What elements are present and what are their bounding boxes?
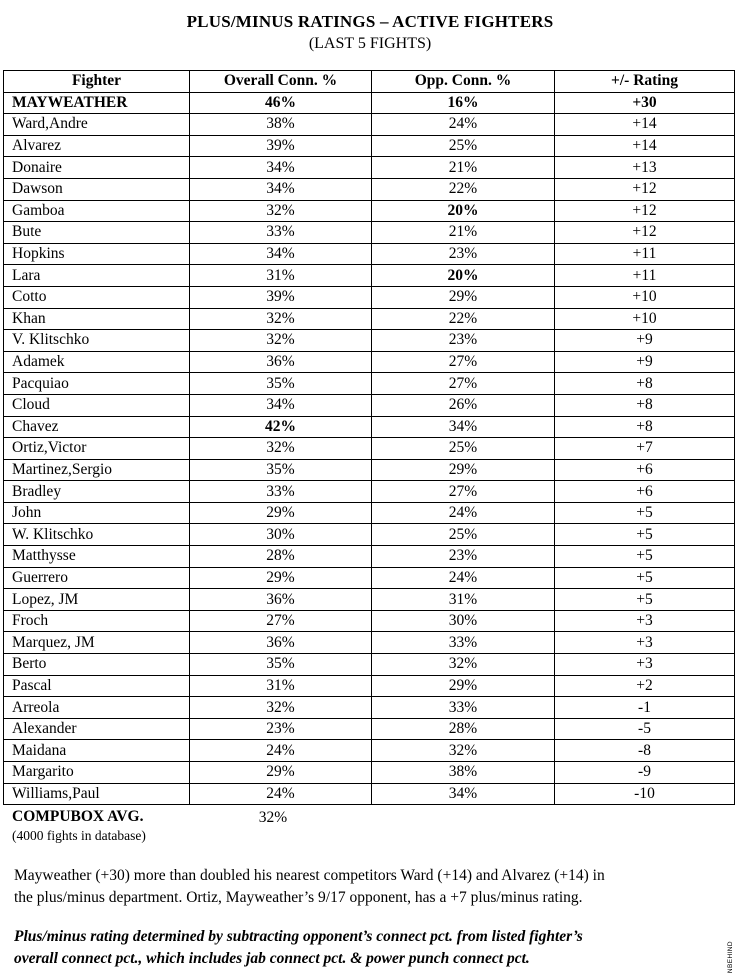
overall-conn-cell: 28%	[190, 546, 372, 568]
table-row	[4, 135, 735, 157]
opp-conn-cell: 23%	[372, 330, 555, 352]
opp-conn-cell: 29%	[372, 675, 555, 697]
overall-conn-cell: 31%	[190, 675, 372, 697]
opp-conn-cell: 27%	[372, 351, 555, 373]
rating-cell: +5	[555, 567, 735, 589]
rating-cell: +30	[555, 92, 735, 114]
rating-cell: -5	[555, 718, 735, 740]
rating-cell: +14	[555, 114, 735, 136]
table-row	[4, 373, 735, 395]
footnote-line: Plus/minus rating determined by subtracting opponent’s connect pct. from listed fighter’s	[14, 928, 583, 945]
summary-line: Mayweather (+30) more than doubled his nearest competitors Ward (+14) and Alvarez (+14) in	[14, 867, 605, 884]
summary-paragraph	[14, 865, 714, 909]
table-row	[4, 92, 735, 114]
rating-cell: +12	[555, 222, 735, 244]
rating-cell: +9	[555, 330, 735, 352]
page-title: PLUS/MINUS RATINGS – ACTIVE FIGHTERS	[186, 12, 554, 31]
table-row	[4, 394, 735, 416]
table-row	[4, 178, 735, 200]
table-row	[4, 610, 735, 632]
table-row	[4, 157, 735, 179]
table-row	[4, 438, 735, 460]
overall-conn-cell: 31%	[190, 265, 372, 287]
table-row	[4, 416, 735, 438]
table-row	[4, 589, 735, 611]
overall-conn-cell: 36%	[190, 632, 372, 654]
rating-cell: +5	[555, 524, 735, 546]
summary-line: the plus/minus department. Ortiz, Mayweather’s 9/17 opponent, has a +7 plus/minus rating.	[14, 889, 583, 906]
table-row	[4, 567, 735, 589]
rating-cell: +10	[555, 286, 735, 308]
fighter-cell: Lara	[4, 265, 190, 287]
fighter-cell: Donaire	[4, 157, 190, 179]
rating-cell: -10	[555, 783, 735, 805]
table-row	[4, 632, 735, 654]
table-row	[4, 502, 735, 524]
fighter-cell: W. Klitschko	[4, 524, 190, 546]
fighter-cell: MAYWEATHER	[4, 92, 190, 114]
overall-conn-cell: 36%	[190, 351, 372, 373]
fighter-cell: Dawson	[4, 178, 190, 200]
rating-cell: -1	[555, 697, 735, 719]
overall-conn-cell: 32%	[190, 697, 372, 719]
rating-cell: +5	[555, 502, 735, 524]
fighter-cell: Cotto	[4, 286, 190, 308]
overall-conn-cell: 39%	[190, 135, 372, 157]
fighter-cell: Arreola	[4, 697, 190, 719]
opp-conn-cell: 20%	[372, 200, 555, 222]
overall-conn-cell: 34%	[190, 243, 372, 265]
table-row	[4, 114, 735, 136]
rating-cell: +12	[555, 200, 735, 222]
opp-conn-cell: 27%	[372, 481, 555, 503]
methodology-footnote	[14, 926, 714, 970]
fighter-cell: Alexander	[4, 718, 190, 740]
overall-conn-cell: 33%	[190, 222, 372, 244]
opp-conn-cell: 31%	[372, 589, 555, 611]
column-header-opp-conn: Opp. Conn. %	[372, 71, 555, 93]
rating-cell: -9	[555, 762, 735, 784]
overall-conn-cell: 46%	[190, 92, 372, 114]
table-row	[4, 222, 735, 244]
opp-conn-cell: 27%	[372, 373, 555, 395]
header-row	[4, 71, 735, 93]
opp-conn-cell: 23%	[372, 546, 555, 568]
table-row	[4, 200, 735, 222]
fighter-cell: Chavez	[4, 416, 190, 438]
fighter-cell: Froch	[4, 610, 190, 632]
overall-conn-cell: 32%	[190, 438, 372, 460]
footnote-line: overall connect pct., which includes jab connect pct. & power punch connect pct.	[14, 950, 530, 967]
fighter-cell: Williams,Paul	[4, 783, 190, 805]
table-row	[4, 481, 735, 503]
fighter-cell: Bute	[4, 222, 190, 244]
opp-conn-cell: 33%	[372, 697, 555, 719]
table-row	[4, 243, 735, 265]
rating-cell: -8	[555, 740, 735, 762]
rating-cell: +7	[555, 438, 735, 460]
page-subtitle: (LAST 5 FIGHTS)	[308, 35, 432, 52]
overall-conn-cell: 24%	[190, 740, 372, 762]
fighter-cell: Maidana	[4, 740, 190, 762]
overall-conn-cell: 36%	[190, 589, 372, 611]
rating-cell: +2	[555, 675, 735, 697]
overall-conn-cell: 23%	[190, 718, 372, 740]
fighter-cell: John	[4, 502, 190, 524]
rating-cell: +3	[555, 654, 735, 676]
fighter-cell: Pacquiao	[4, 373, 190, 395]
table-row	[4, 308, 735, 330]
overall-conn-cell: 30%	[190, 524, 372, 546]
rating-cell: +8	[555, 394, 735, 416]
table-row	[4, 762, 735, 784]
overall-conn-cell: 38%	[190, 114, 372, 136]
table-row	[4, 351, 735, 373]
table-row	[4, 265, 735, 287]
opp-conn-cell: 29%	[372, 459, 555, 481]
opp-conn-cell: 24%	[372, 567, 555, 589]
column-header-fighter: Fighter	[4, 71, 190, 93]
rating-cell: +11	[555, 243, 735, 265]
corner-watermark: NBEHIND	[727, 941, 734, 974]
rating-cell: +5	[555, 589, 735, 611]
overall-conn-cell: 39%	[190, 286, 372, 308]
rating-cell: +8	[555, 416, 735, 438]
table-row	[4, 783, 735, 805]
table-row	[4, 459, 735, 481]
table-header	[4, 71, 735, 93]
rating-cell: +13	[555, 157, 735, 179]
opp-conn-cell: 21%	[372, 222, 555, 244]
rating-cell: +6	[555, 459, 735, 481]
rating-cell: +9	[555, 351, 735, 373]
overall-conn-cell: 29%	[190, 567, 372, 589]
opp-conn-cell: 25%	[372, 135, 555, 157]
opp-conn-cell: 21%	[372, 157, 555, 179]
compubox-avg-label: COMPUBOX AVG.	[12, 808, 144, 825]
overall-conn-cell: 35%	[190, 459, 372, 481]
fighter-cell: V. Klitschko	[4, 330, 190, 352]
fighter-cell: Pascal	[4, 675, 190, 697]
opp-conn-cell: 38%	[372, 762, 555, 784]
overall-conn-cell: 34%	[190, 394, 372, 416]
opp-conn-cell: 32%	[372, 740, 555, 762]
overall-conn-cell: 32%	[190, 330, 372, 352]
opp-conn-cell: 24%	[372, 502, 555, 524]
opp-conn-cell: 24%	[372, 114, 555, 136]
overall-conn-cell: 34%	[190, 157, 372, 179]
fighter-cell: Bradley	[4, 481, 190, 503]
overall-conn-cell: 35%	[190, 654, 372, 676]
opp-conn-cell: 26%	[372, 394, 555, 416]
fighter-cell: Khan	[4, 308, 190, 330]
overall-conn-cell: 29%	[190, 502, 372, 524]
opp-conn-cell: 33%	[372, 632, 555, 654]
overall-conn-cell: 29%	[190, 762, 372, 784]
compubox-avg-value: 32%	[258, 809, 288, 826]
fighter-cell: Berto	[4, 654, 190, 676]
opp-conn-cell: 34%	[372, 783, 555, 805]
overall-conn-cell: 34%	[190, 178, 372, 200]
overall-conn-cell: 32%	[190, 308, 372, 330]
fighter-cell: Marquez, JM	[4, 632, 190, 654]
table-row	[4, 740, 735, 762]
overall-conn-cell: 32%	[190, 200, 372, 222]
table-row	[4, 330, 735, 352]
rating-cell: +3	[555, 632, 735, 654]
rating-cell: +3	[555, 610, 735, 632]
opp-conn-cell: 22%	[372, 308, 555, 330]
compubox-avg-note: (4000 fights in database)	[12, 828, 146, 843]
fighter-cell: Cloud	[4, 394, 190, 416]
opp-conn-cell: 22%	[372, 178, 555, 200]
rating-cell: +5	[555, 546, 735, 568]
opp-conn-cell: 23%	[372, 243, 555, 265]
rating-cell: +10	[555, 308, 735, 330]
rating-cell: +8	[555, 373, 735, 395]
table-row	[4, 697, 735, 719]
opp-conn-cell: 28%	[372, 718, 555, 740]
column-header-rating: +/- Rating	[555, 71, 735, 93]
table-row	[4, 524, 735, 546]
overall-conn-cell: 24%	[190, 783, 372, 805]
overall-conn-cell: 27%	[190, 610, 372, 632]
fighter-cell: Adamek	[4, 351, 190, 373]
table-body	[4, 92, 735, 805]
fighter-cell: Lopez, JM	[4, 589, 190, 611]
opp-conn-cell: 16%	[372, 92, 555, 114]
rating-cell: +12	[555, 178, 735, 200]
rating-cell: +14	[555, 135, 735, 157]
fighter-cell: Margarito	[4, 762, 190, 784]
rating-cell: +11	[555, 265, 735, 287]
fighter-cell: Ortiz,Victor	[4, 438, 190, 460]
fighter-cell: Ward,Andre	[4, 114, 190, 136]
column-header-overall-conn: Overall Conn. %	[190, 71, 372, 93]
opp-conn-cell: 20%	[372, 265, 555, 287]
opp-conn-cell: 25%	[372, 524, 555, 546]
table-row	[4, 718, 735, 740]
fighter-cell: Alvarez	[4, 135, 190, 157]
opp-conn-cell: 29%	[372, 286, 555, 308]
table-row	[4, 546, 735, 568]
opp-conn-cell: 34%	[372, 416, 555, 438]
rating-cell: +6	[555, 481, 735, 503]
fighter-cell: Matthysse	[4, 546, 190, 568]
fighter-cell: Gamboa	[4, 200, 190, 222]
opp-conn-cell: 30%	[372, 610, 555, 632]
table-row	[4, 286, 735, 308]
table-row	[4, 675, 735, 697]
overall-conn-cell: 33%	[190, 481, 372, 503]
opp-conn-cell: 25%	[372, 438, 555, 460]
overall-conn-cell: 35%	[190, 373, 372, 395]
fighter-cell: Guerrero	[4, 567, 190, 589]
ratings-table	[3, 70, 735, 805]
fighter-cell: Martinez,Sergio	[4, 459, 190, 481]
table-row	[4, 654, 735, 676]
opp-conn-cell: 32%	[372, 654, 555, 676]
overall-conn-cell: 42%	[190, 416, 372, 438]
fighter-cell: Hopkins	[4, 243, 190, 265]
